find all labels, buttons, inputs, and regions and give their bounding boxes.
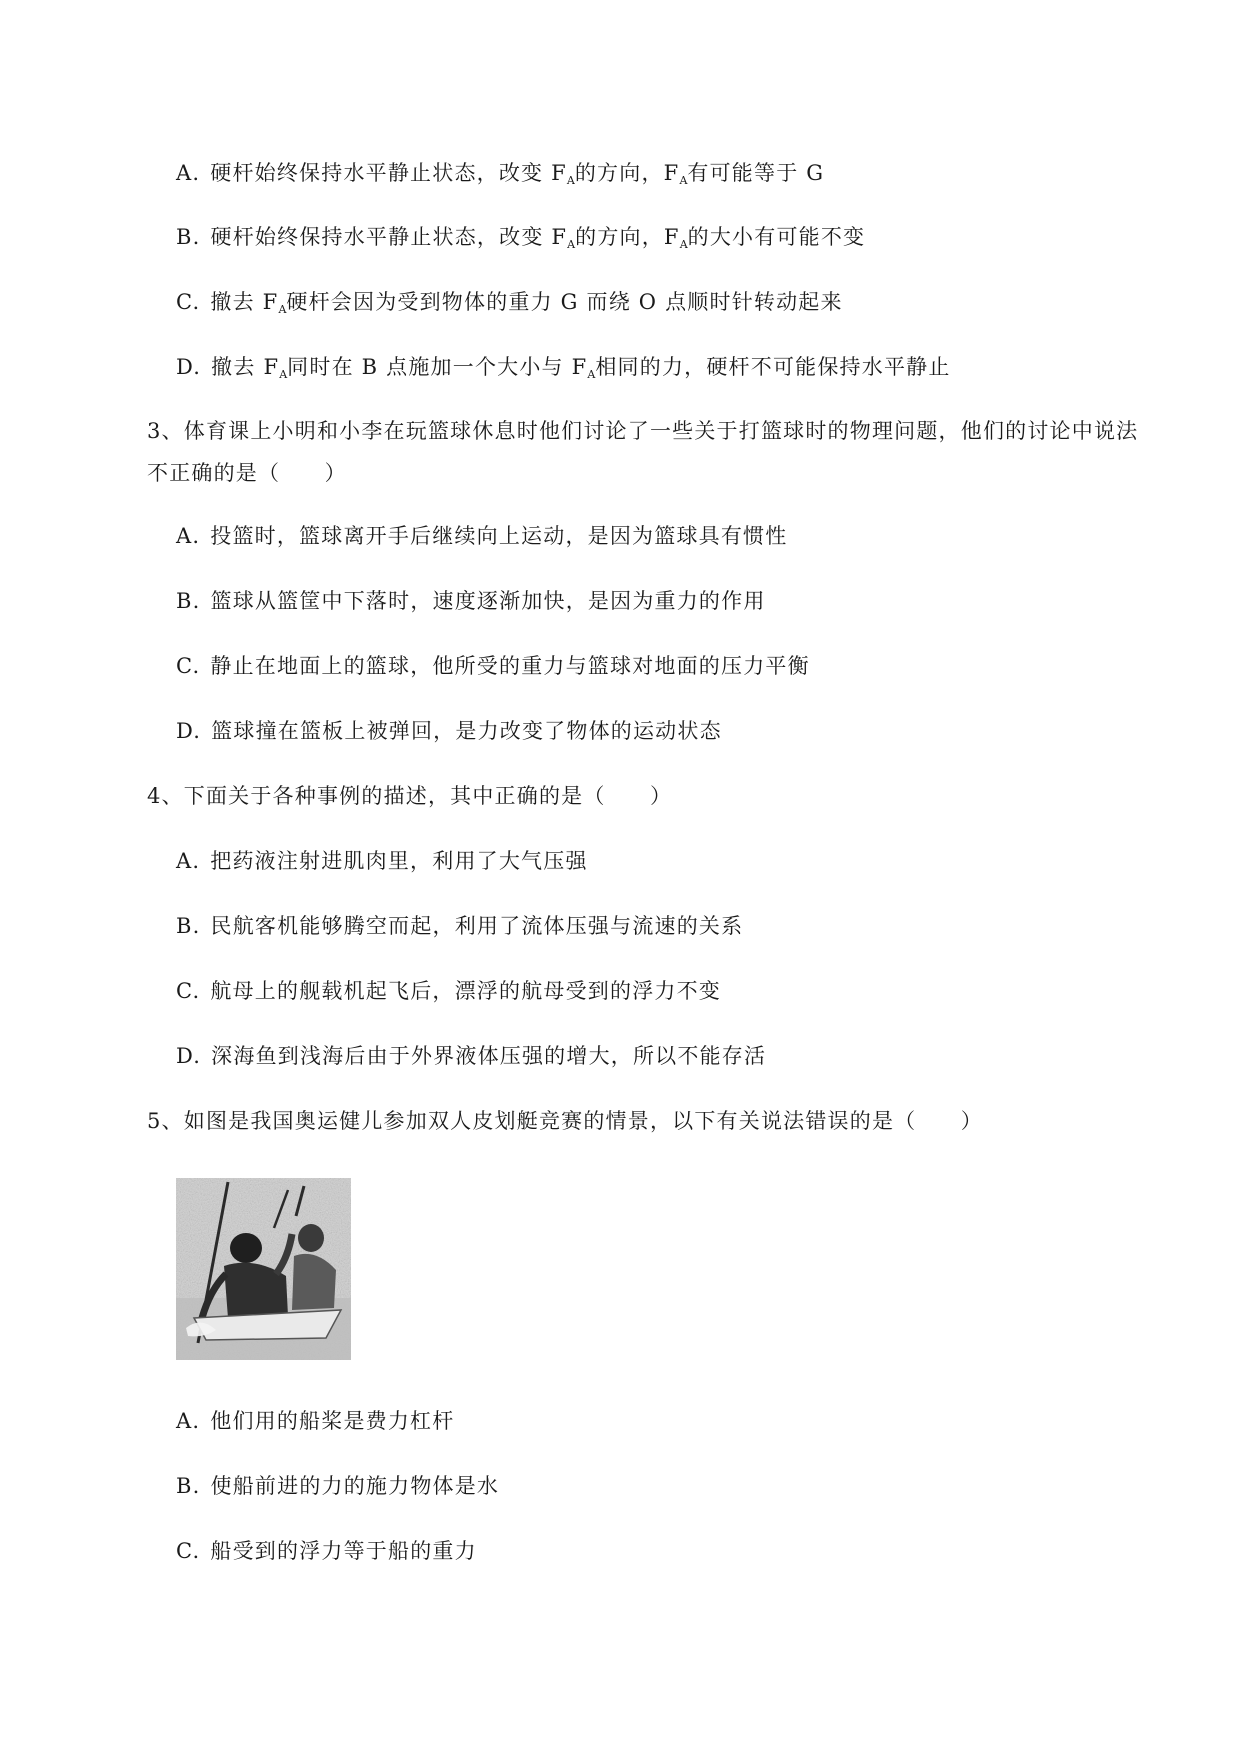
q5-option-a: A. 他们用的船桨是费力杠杆: [176, 1409, 455, 1433]
q3-option-b: B. 篮球从篮筐中下落时，速度逐渐加快，是因为重力的作用: [176, 589, 766, 613]
q3-option-d: D. 篮球撞在篮板上被弹回，是力改变了物体的运动状态: [176, 719, 722, 743]
q4-option-d: D. 深海鱼到浅海后由于外界液体压强的增大，所以不能存活: [176, 1044, 767, 1068]
q2-option-b: B. 硬杆始终保持水平静止状态，改变 $F_A$的方向，$F_A$的大小有可能不变: [176, 225, 866, 251]
q3-option-c: C. 静止在地面上的篮球，他所受的重力与篮球对地面的压力平衡: [176, 654, 810, 678]
q3-stem-line2: 不正确的是（ ）: [147, 461, 347, 485]
q4-option-a: A. 把药液注射进肌肉里，利用了大气压强: [176, 849, 588, 873]
q2-option-d: D. 撤去 $F_A$同时在 B 点施加一个大小与 $F_A$相同的力，硬杆不可能保持水平静止: [176, 355, 951, 381]
q2-option-a: A. 硬杆始终保持水平静止状态，改变 $F_A$的方向，$F_A$有可能等于 G: [176, 161, 825, 187]
q2-option-c: C. 撤去 $F_A$硬杆会因为受到物体的重力 G 而绕 O 点顺时针转动起来: [176, 290, 843, 316]
q3-option-a: A. 投篮时，篮球离开手后继续向上运动，是因为篮球具有惯性: [176, 524, 788, 548]
q4-option-b: B. 民航客机能够腾空而起，利用了流体压强与流速的关系: [176, 914, 744, 938]
q3-stem-line1: 3、体育课上小明和小李在玩篮球休息时他们讨论了一些关于打篮球时的物理问题，他们的讨论中说法: [147, 419, 1139, 443]
q4-option-c: C. 航母上的舰载机起飞后，漂浮的航母受到的浮力不变: [176, 979, 722, 1003]
q5-stem: 5、如图是我国奥运健儿参加双人皮划艇竞赛的情景，以下有关说法错误的是（ ）: [147, 1109, 983, 1133]
q4-stem: 4、下面关于各种事例的描述，其中正确的是（ ）: [147, 784, 673, 808]
q5-option-c: C. 船受到的浮力等于船的重力: [176, 1539, 477, 1563]
q5-option-b: B. 使船前进的力的施力物体是水: [176, 1474, 500, 1498]
canoe-photo: [176, 1178, 351, 1360]
